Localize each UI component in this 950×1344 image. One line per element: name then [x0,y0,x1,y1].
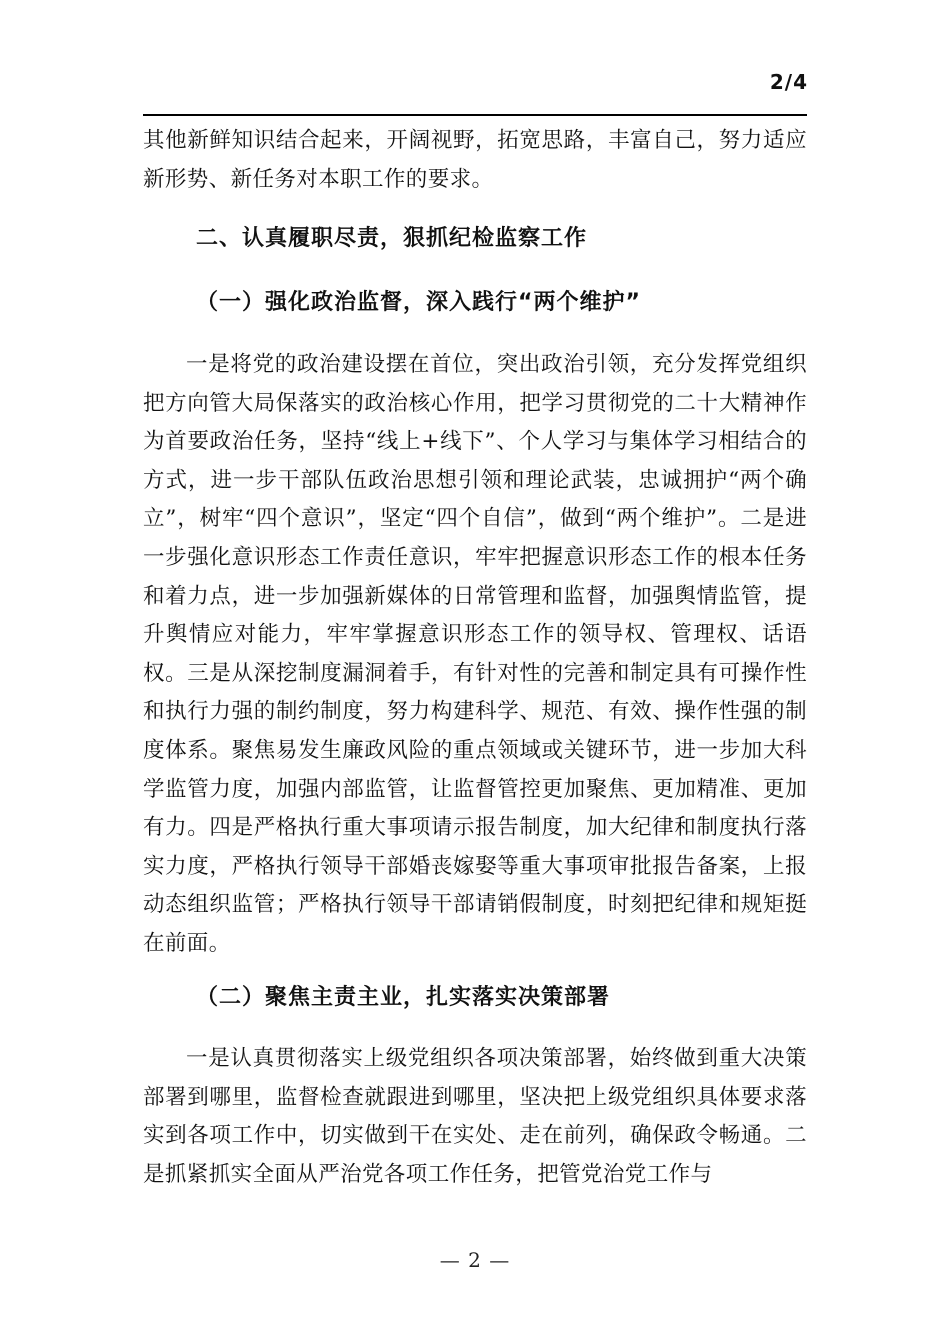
subsection-heading-2: （二）聚焦主责主业，扎实落实决策部署 [196,985,611,1010]
section-heading: 二、认真履职尽责，狠抓纪检监察工作 [196,226,588,251]
header-divider [143,114,807,116]
footer-page-number: — 2 — [439,1248,511,1272]
continued-paragraph: 其他新鲜知识结合起来，开阔视野，拓宽思路，丰富自己，努力适应新形势、新任务对本职工作的要求。 [143,128,807,192]
subsection-2-paragraph: 一是认真贯彻落实上级党组织各项决策部署，始终做到重大决策部署到哪里，监督检查就跟进到哪里，坚决把上级党组织具体要求落实到各项工作中，切实做到干在实处、走在前列，确保政令畅通。二是抓紧抓实全面从严治党各项工作任务，把管党治党工作与 [143,1046,807,1187]
subsection-heading-1: （一）强化政治监督，深入践行“两个维护” [196,290,641,315]
subsection-1-paragraph: 一是将党的政治建设摆在首位，突出政治引领，充分发挥党组织把方向管大局保落实的政治核心作用，把学习贯彻党的二十大精神作为首要政治任务，坚持“线上+线下”、个人学习与集体学习相结合的方式，进一步干部队伍政治思想引领和理论武装，忠诚拥护“两个确立”，树牢“四个意识”，坚定“四个自信”，做到“两个维护”。二是进一步强化意识形态工作责任意识，牢牢把握意识形态工作的根本任务和着力点，进一步加强新媒体的日常管理和监督，加强舆情监管，提升舆情应对能力，牢牢掌握意识形态工作的领导权、管理权、话语权。三是从深挖制度漏洞着手，有针对性的完善和制定具有可操作性和执行力强的制约制度，努力构建科学、规范、有效、操作性强的制度体系。聚焦易发生廉政风险的重点领域或关键环节，进一步加大科学监管力度，加强内部监管，让监督管控更加聚焦、更加精准、更加有力。四是严格执行重大事项请示报告制度，加大纪律和制度执行落实力度，严格执行领导干部婚丧嫁娶等重大事项审批报告备案，上报动态组织监管；严格执行领导干部请销假制度，时刻把纪律和规矩挺在前面。 [143,352,807,956]
header-page-indicator: 2/4 [769,70,808,94]
